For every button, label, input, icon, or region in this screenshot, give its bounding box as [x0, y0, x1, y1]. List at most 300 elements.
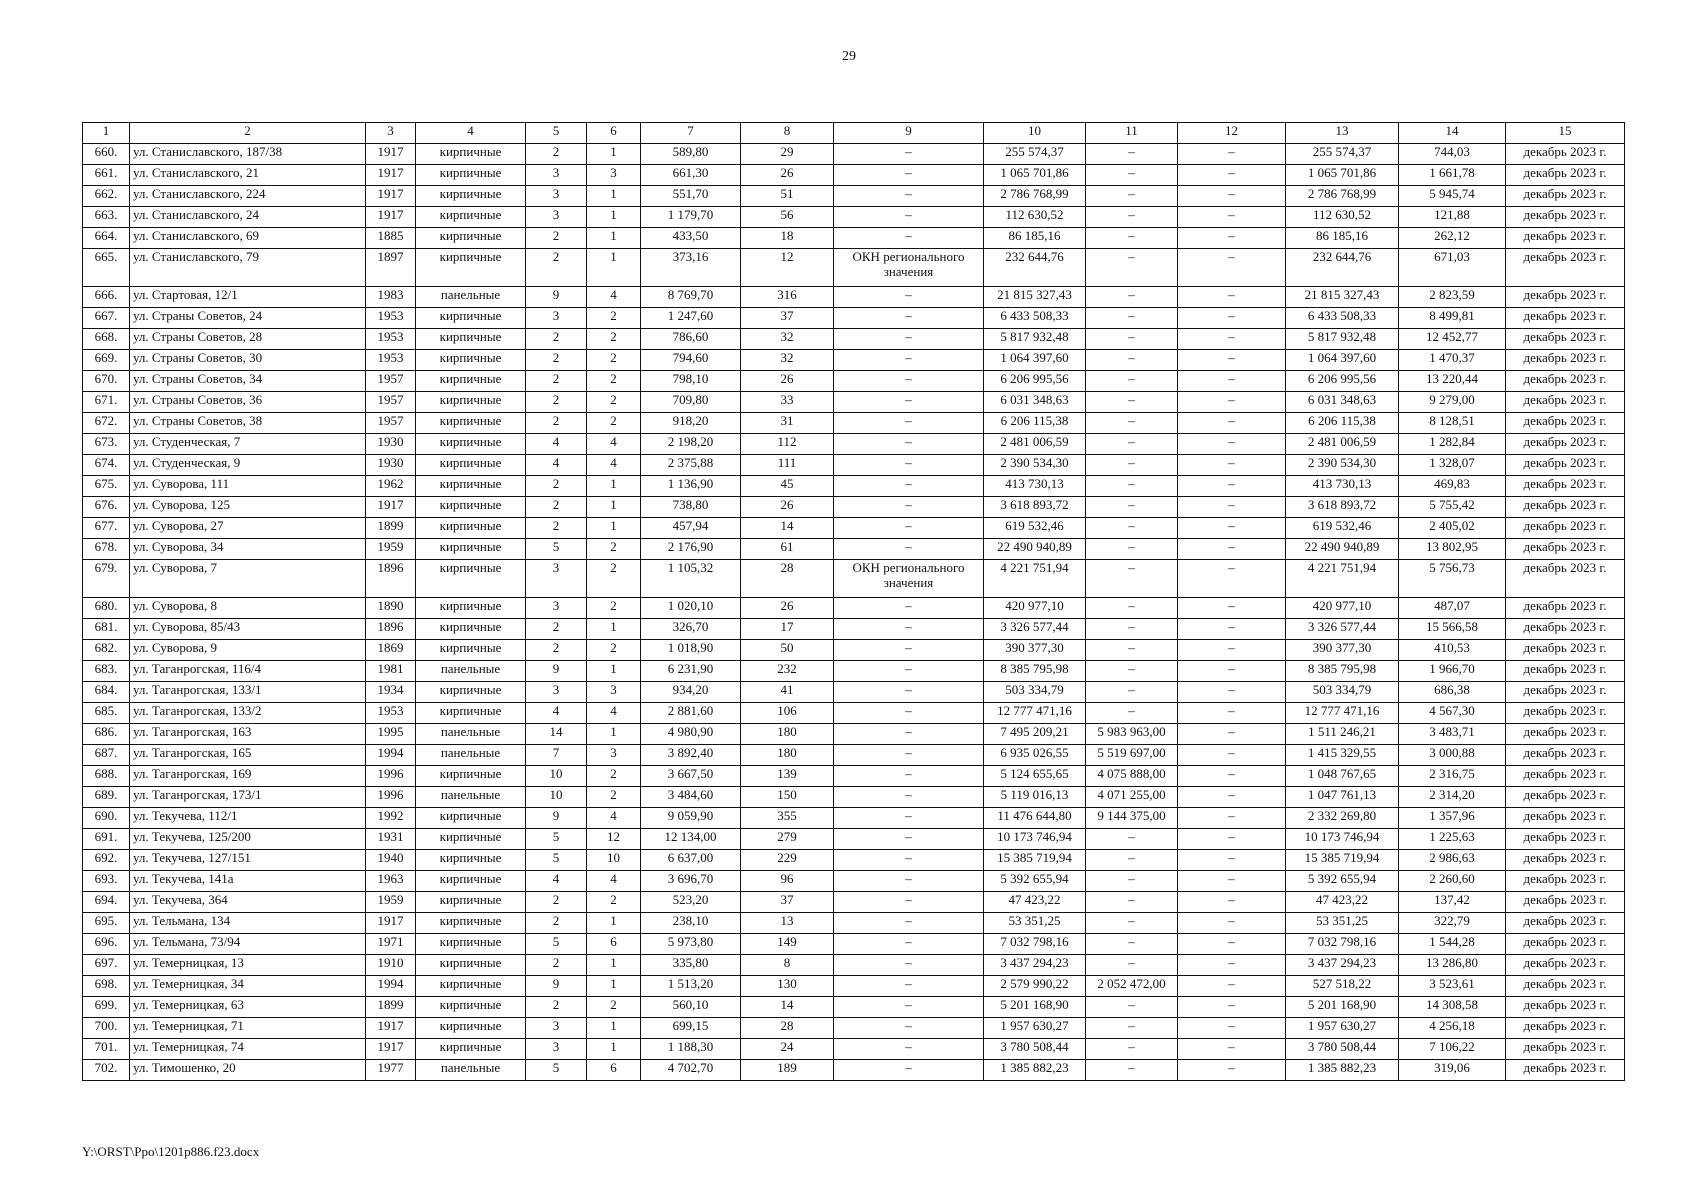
table-cell: –: [1178, 850, 1286, 871]
table-cell: –: [834, 287, 984, 308]
table-cell: 3: [526, 560, 587, 598]
table-cell: декабрь 2023 г.: [1506, 1039, 1625, 1060]
table-cell: 32: [741, 350, 834, 371]
table-cell: кирпичные: [416, 766, 526, 787]
table-cell: 2: [526, 371, 587, 392]
table-cell: –: [834, 976, 984, 997]
table-cell: 86 185,16: [984, 228, 1086, 249]
table-cell: 1: [587, 207, 641, 228]
table-cell: ул. Суворова, 34: [130, 539, 366, 560]
table-cell: –: [1178, 787, 1286, 808]
table-row: [83, 745, 1625, 766]
table-cell: –: [1086, 560, 1178, 598]
table-cell: 1: [587, 724, 641, 745]
table-cell: 1953: [366, 329, 416, 350]
table-cell: 1 047 761,13: [1286, 787, 1399, 808]
table-cell: 8 385 795,98: [984, 661, 1086, 682]
table-cell: 684.: [83, 682, 130, 703]
table-cell: –: [1086, 165, 1178, 186]
table-cell: 1971: [366, 934, 416, 955]
table-cell: ул. Студенческая, 9: [130, 455, 366, 476]
table-cell: 1992: [366, 808, 416, 829]
table-cell: 41: [741, 682, 834, 703]
table-cell: 9: [526, 661, 587, 682]
table-cell: ул. Станиславского, 224: [130, 186, 366, 207]
table-cell: ул. Станиславского, 69: [130, 228, 366, 249]
table-cell: ул. Темерницкая, 34: [130, 976, 366, 997]
table-cell: 3 437 294,23: [1286, 955, 1399, 976]
table-cell: 1940: [366, 850, 416, 871]
table-cell: –: [1086, 1039, 1178, 1060]
table-cell: 6 206 115,38: [1286, 413, 1399, 434]
table-cell: –: [1178, 598, 1286, 619]
table-cell: 673.: [83, 434, 130, 455]
table-cell: 9: [526, 976, 587, 997]
table-cell: 232 644,76: [984, 249, 1086, 287]
table-cell: 3 326 577,44: [1286, 619, 1399, 640]
table-cell: –: [1178, 661, 1286, 682]
table-cell: –: [1178, 249, 1286, 287]
table-cell: 2 375,88: [641, 455, 741, 476]
table-cell: 121,88: [1399, 207, 1506, 228]
table-cell: ул. Текучева, 125/200: [130, 829, 366, 850]
table-row: [83, 539, 1625, 560]
table-cell: 13 286,80: [1399, 955, 1506, 976]
table-cell: 1957: [366, 413, 416, 434]
table-cell: 2 405,02: [1399, 518, 1506, 539]
table-cell: 255 574,37: [984, 144, 1086, 165]
table-cell: 232 644,76: [1286, 249, 1399, 287]
table-cell: 2: [526, 619, 587, 640]
table-cell: кирпичные: [416, 682, 526, 703]
table-cell: 12 452,77: [1399, 329, 1506, 350]
table-cell: 15 566,58: [1399, 619, 1506, 640]
table-cell: –: [834, 724, 984, 745]
table-cell: 96: [741, 871, 834, 892]
table-cell: 6 206 995,56: [984, 371, 1086, 392]
table-cell: 693.: [83, 871, 130, 892]
table-cell: 5 983 963,00: [1086, 724, 1178, 745]
table-cell: 487,07: [1399, 598, 1506, 619]
table-cell: 1 470,37: [1399, 350, 1506, 371]
table-cell: 3 696,70: [641, 871, 741, 892]
table-cell: 1963: [366, 871, 416, 892]
table-cell: 106: [741, 703, 834, 724]
table-cell: кирпичные: [416, 934, 526, 955]
table-cell: декабрь 2023 г.: [1506, 308, 1625, 329]
table-cell: 503 334,79: [1286, 682, 1399, 703]
table-cell: 355: [741, 808, 834, 829]
table-cell: 4: [526, 703, 587, 724]
table-cell: кирпичные: [416, 144, 526, 165]
table-cell: 4: [526, 871, 587, 892]
table-cell: 2 260,60: [1399, 871, 1506, 892]
table-row: [83, 371, 1625, 392]
table-cell: 8 385 795,98: [1286, 661, 1399, 682]
table-cell: 1930: [366, 455, 416, 476]
table-cell: –: [1178, 560, 1286, 598]
table-cell: декабрь 2023 г.: [1506, 955, 1625, 976]
table-cell: 26: [741, 598, 834, 619]
table-cell: 37: [741, 308, 834, 329]
table-cell: кирпичные: [416, 539, 526, 560]
table-cell: ул. Станиславского, 79: [130, 249, 366, 287]
table-cell: –: [834, 640, 984, 661]
table-cell: 7 495 209,21: [984, 724, 1086, 745]
table-cell: 2: [587, 413, 641, 434]
table-cell: ул. Суворова, 27: [130, 518, 366, 539]
table-cell: 1959: [366, 539, 416, 560]
table-cell: 3: [587, 165, 641, 186]
table-cell: 5 392 655,94: [984, 871, 1086, 892]
table-row: [83, 165, 1625, 186]
table-cell: –: [834, 661, 984, 682]
table-cell: 5: [526, 934, 587, 955]
table-cell: кирпичные: [416, 955, 526, 976]
table-cell: 12 134,00: [641, 829, 741, 850]
table-cell: –: [1086, 955, 1178, 976]
table-cell: 5: [526, 1060, 587, 1081]
table-cell: –: [834, 934, 984, 955]
table-cell: 3 892,40: [641, 745, 741, 766]
table-cell: 2: [587, 308, 641, 329]
table-row: [83, 455, 1625, 476]
table-cell: декабрь 2023 г.: [1506, 829, 1625, 850]
table-cell: 694.: [83, 892, 130, 913]
table-cell: кирпичные: [416, 850, 526, 871]
table-cell: 3 667,50: [641, 766, 741, 787]
table-cell: панельные: [416, 787, 526, 808]
table-cell: 2 786 768,99: [1286, 186, 1399, 207]
table-cell: 689.: [83, 787, 130, 808]
table-cell: –: [1086, 892, 1178, 913]
table-cell: кирпичные: [416, 997, 526, 1018]
table-cell: 619 532,46: [984, 518, 1086, 539]
table-row: [83, 661, 1625, 682]
table-cell: 26: [741, 497, 834, 518]
table-cell: 390 377,30: [1286, 640, 1399, 661]
table-cell: 3: [587, 682, 641, 703]
table-cell: декабрь 2023 г.: [1506, 619, 1625, 640]
table-cell: 47 423,22: [1286, 892, 1399, 913]
table-cell: 2 390 534,30: [1286, 455, 1399, 476]
table-cell: 1957: [366, 392, 416, 413]
table-cell: 2 198,20: [641, 434, 741, 455]
table-row: [83, 640, 1625, 661]
table-cell: панельные: [416, 1060, 526, 1081]
table-cell: 9: [526, 287, 587, 308]
table-cell: 1917: [366, 1039, 416, 1060]
table-cell: 4: [526, 455, 587, 476]
table-cell: 1 328,07: [1399, 455, 1506, 476]
table-cell: 390 377,30: [984, 640, 1086, 661]
table-cell: 413 730,13: [984, 476, 1086, 497]
table-cell: 699,15: [641, 1018, 741, 1039]
table-cell: ул. Суворова, 7: [130, 560, 366, 598]
table-row: [83, 892, 1625, 913]
table-cell: 2 786 768,99: [984, 186, 1086, 207]
table-cell: –: [1086, 287, 1178, 308]
table-cell: декабрь 2023 г.: [1506, 329, 1625, 350]
table-row: [83, 808, 1625, 829]
table-cell: –: [1178, 371, 1286, 392]
table-cell: –: [834, 434, 984, 455]
table-cell: декабрь 2023 г.: [1506, 934, 1625, 955]
table-cell: –: [1178, 518, 1286, 539]
table-cell: 1869: [366, 640, 416, 661]
table-cell: 9 279,00: [1399, 392, 1506, 413]
table-cell: 111: [741, 455, 834, 476]
table-cell: 589,80: [641, 144, 741, 165]
table-cell: 677.: [83, 518, 130, 539]
table-cell: 420 977,10: [1286, 598, 1399, 619]
table-cell: 1962: [366, 476, 416, 497]
table-cell: 667.: [83, 308, 130, 329]
table-cell: 6 637,00: [641, 850, 741, 871]
table-cell: 6 935 026,55: [984, 745, 1086, 766]
table-cell: 2: [587, 892, 641, 913]
table-cell: –: [834, 186, 984, 207]
table-cell: 14: [741, 997, 834, 1018]
table-cell: кирпичные: [416, 976, 526, 997]
table-cell: кирпичные: [416, 497, 526, 518]
table-cell: 702.: [83, 1060, 130, 1081]
table-cell: –: [1086, 371, 1178, 392]
table-cell: –: [1086, 934, 1178, 955]
table-cell: декабрь 2023 г.: [1506, 703, 1625, 724]
table-cell: 112 630,52: [1286, 207, 1399, 228]
table-cell: 2 481 006,59: [1286, 434, 1399, 455]
column-header: 14: [1399, 123, 1506, 144]
page-number: 29: [842, 49, 856, 64]
table-cell: декабрь 2023 г.: [1506, 1018, 1625, 1039]
table-cell: 13 220,44: [1399, 371, 1506, 392]
table-cell: декабрь 2023 г.: [1506, 766, 1625, 787]
table-cell: ул. Тимошенко, 20: [130, 1060, 366, 1081]
table-cell: 4 075 888,00: [1086, 766, 1178, 787]
table-cell: 2: [526, 413, 587, 434]
table-cell: –: [1178, 287, 1286, 308]
table-cell: ул. Суворова, 125: [130, 497, 366, 518]
table-cell: –: [1178, 392, 1286, 413]
table-cell: 5 119 016,13: [984, 787, 1086, 808]
table-cell: –: [1178, 913, 1286, 934]
table-cell: 7 032 798,16: [984, 934, 1086, 955]
table-cell: 665.: [83, 249, 130, 287]
table-row: [83, 787, 1625, 808]
table-cell: 319,06: [1399, 1060, 1506, 1081]
table-cell: –: [834, 392, 984, 413]
table-cell: 619 532,46: [1286, 518, 1399, 539]
table-cell: –: [1178, 955, 1286, 976]
table-cell: –: [1086, 850, 1178, 871]
table-cell: –: [834, 892, 984, 913]
table-row: [83, 308, 1625, 329]
table-cell: 661.: [83, 165, 130, 186]
table-cell: декабрь 2023 г.: [1506, 850, 1625, 871]
table-cell: 1 385 882,23: [984, 1060, 1086, 1081]
table-cell: 681.: [83, 619, 130, 640]
table-cell: 3 326 577,44: [984, 619, 1086, 640]
table-cell: 373,16: [641, 249, 741, 287]
table-cell: –: [1086, 350, 1178, 371]
table-cell: 1910: [366, 955, 416, 976]
table-cell: 6 231,90: [641, 661, 741, 682]
table-cell: кирпичные: [416, 455, 526, 476]
table-cell: –: [834, 808, 984, 829]
table-cell: –: [834, 1018, 984, 1039]
table-cell: –: [834, 997, 984, 1018]
table-cell: –: [1178, 186, 1286, 207]
table-cell: –: [834, 455, 984, 476]
table-cell: ул. Таганрогская, 133/2: [130, 703, 366, 724]
table-cell: 6 433 508,33: [984, 308, 1086, 329]
table-cell: 22 490 940,89: [984, 539, 1086, 560]
table-cell: ул. Текучева, 112/1: [130, 808, 366, 829]
table-cell: –: [1086, 434, 1178, 455]
table-row: [83, 724, 1625, 745]
table-cell: 4: [587, 703, 641, 724]
table-cell: 1: [587, 976, 641, 997]
table-cell: 8: [741, 955, 834, 976]
table-cell: 1890: [366, 598, 416, 619]
table-cell: –: [834, 766, 984, 787]
table-cell: 8 499,81: [1399, 308, 1506, 329]
table-cell: 934,20: [641, 682, 741, 703]
table-cell: кирпичные: [416, 249, 526, 287]
table-cell: ул. Суворова, 85/43: [130, 619, 366, 640]
table-cell: 33: [741, 392, 834, 413]
table-cell: декабрь 2023 г.: [1506, 476, 1625, 497]
column-header: 11: [1086, 123, 1178, 144]
table-cell: 1 065 701,86: [984, 165, 1086, 186]
table-cell: кирпичные: [416, 560, 526, 598]
table-cell: 4: [526, 434, 587, 455]
table-cell: 560,10: [641, 997, 741, 1018]
table-cell: 255 574,37: [1286, 144, 1399, 165]
table-cell: кирпичные: [416, 308, 526, 329]
table-cell: 2: [587, 997, 641, 1018]
table-row: [83, 829, 1625, 850]
table-row: [83, 518, 1625, 539]
column-header: 2: [130, 123, 366, 144]
table-cell: 12: [587, 829, 641, 850]
table-cell: декабрь 2023 г.: [1506, 997, 1625, 1018]
table-cell: 10 173 746,94: [984, 829, 1086, 850]
table-cell: 420 977,10: [984, 598, 1086, 619]
table-cell: 2 332 269,80: [1286, 808, 1399, 829]
table-row: [83, 976, 1625, 997]
table-cell: 527 518,22: [1286, 976, 1399, 997]
table-cell: 698.: [83, 976, 130, 997]
table-cell: 5 817 932,48: [1286, 329, 1399, 350]
table-cell: 28: [741, 560, 834, 598]
table-row: [83, 560, 1625, 598]
table-cell: ул. Таганрогская, 169: [130, 766, 366, 787]
table-cell: 683.: [83, 661, 130, 682]
table-cell: 2 986,63: [1399, 850, 1506, 871]
table-cell: 6 206 115,38: [984, 413, 1086, 434]
table-cell: –: [834, 682, 984, 703]
table-cell: 1917: [366, 1018, 416, 1039]
table-cell: ул. Стартовая, 12/1: [130, 287, 366, 308]
table-row: [83, 350, 1625, 371]
table-cell: –: [1178, 350, 1286, 371]
table-cell: 1: [587, 955, 641, 976]
table-cell: 5 201 168,90: [1286, 997, 1399, 1018]
table-cell: 3 000,88: [1399, 745, 1506, 766]
table-cell: –: [1178, 808, 1286, 829]
table-cell: –: [834, 787, 984, 808]
table-cell: 2: [587, 598, 641, 619]
table-cell: 1 064 397,60: [984, 350, 1086, 371]
table-cell: –: [1086, 1060, 1178, 1081]
table-cell: 3: [526, 308, 587, 329]
table-cell: 2: [587, 350, 641, 371]
table-cell: 1: [587, 186, 641, 207]
table-cell: 7 032 798,16: [1286, 934, 1399, 955]
table-cell: 685.: [83, 703, 130, 724]
table-cell: 2 176,90: [641, 539, 741, 560]
table-cell: 2: [587, 371, 641, 392]
table-cell: ул. Суворова, 111: [130, 476, 366, 497]
table-cell: –: [1086, 661, 1178, 682]
table-cell: –: [834, 350, 984, 371]
table-cell: 14: [741, 518, 834, 539]
table-row: [83, 476, 1625, 497]
table-cell: –: [1178, 703, 1286, 724]
table-cell: 8 769,70: [641, 287, 741, 308]
table-body: [83, 144, 1625, 1081]
table-cell: 664.: [83, 228, 130, 249]
table-cell: –: [834, 144, 984, 165]
table-cell: –: [1178, 682, 1286, 703]
table-cell: –: [1086, 913, 1178, 934]
table-cell: 1931: [366, 829, 416, 850]
table-cell: 10 173 746,94: [1286, 829, 1399, 850]
table-cell: кирпичные: [416, 871, 526, 892]
table-row: [83, 1018, 1625, 1039]
table-cell: 7: [526, 745, 587, 766]
table-cell: –: [834, 1039, 984, 1060]
table-cell: 1: [587, 497, 641, 518]
table-cell: 4: [587, 434, 641, 455]
table-cell: –: [1086, 703, 1178, 724]
table-cell: 4 567,30: [1399, 703, 1506, 724]
table-cell: 322,79: [1399, 913, 1506, 934]
table-cell: –: [834, 476, 984, 497]
table-cell: 4: [587, 455, 641, 476]
table-cell: 1917: [366, 497, 416, 518]
table-cell: 1: [587, 249, 641, 287]
table-cell: –: [1178, 745, 1286, 766]
table-cell: 9 059,90: [641, 808, 741, 829]
table-cell: 4 980,90: [641, 724, 741, 745]
table-cell: 433,50: [641, 228, 741, 249]
table-cell: 4: [587, 871, 641, 892]
table-cell: 5 124 655,65: [984, 766, 1086, 787]
table-cell: 1917: [366, 186, 416, 207]
table-cell: 1 544,28: [1399, 934, 1506, 955]
table-cell: 1 225,63: [1399, 829, 1506, 850]
table-cell: 5 519 697,00: [1086, 745, 1178, 766]
table-cell: 680.: [83, 598, 130, 619]
table-cell: 4 221 751,94: [1286, 560, 1399, 598]
table-cell: панельные: [416, 724, 526, 745]
table-cell: 229: [741, 850, 834, 871]
table-cell: 523,20: [641, 892, 741, 913]
table-cell: –: [1086, 308, 1178, 329]
